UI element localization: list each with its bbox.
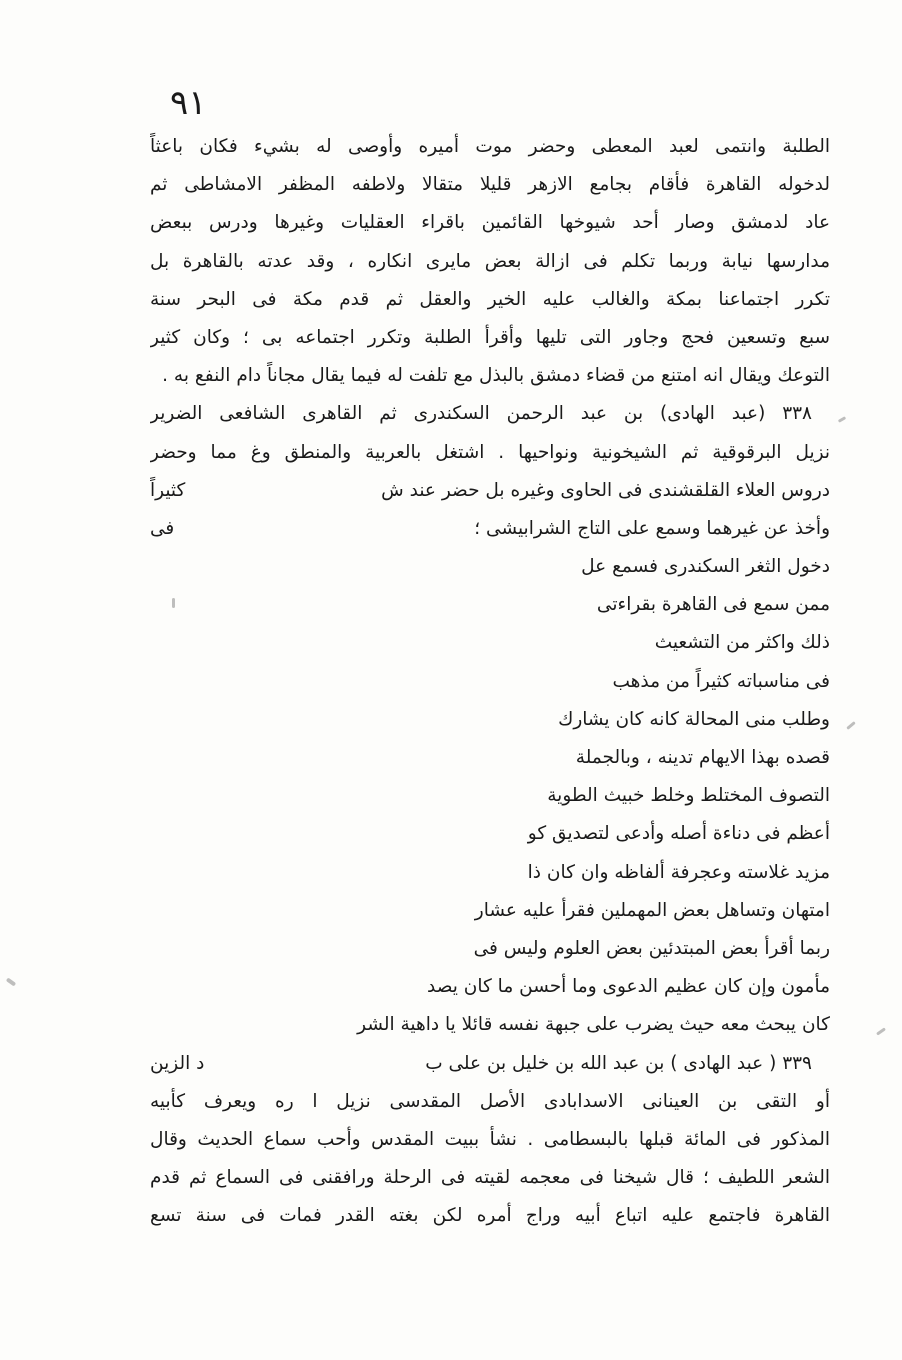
text-line-left: د الزين: [150, 1052, 205, 1074]
scan-edge-mark: [172, 598, 175, 608]
text-line: لدخوله القاهرة فأقام بجامع الازهر قليلا متقالا ولاطفه المظفر الامشاطى ثم: [150, 174, 830, 196]
body-text: [150, 128, 830, 1235]
text-line: المذكور فى المائة قبلها بالبسطامى . نشأ ببيت المقدس وأحب سماع الحديث وقال: [150, 1128, 830, 1150]
text-line-left: فى: [150, 517, 175, 539]
text-line: مأمون وإن كان عظيم الدعوى وما أحسن ما كان يصد: [426, 976, 830, 998]
text-line: امتهان وتساهل بعض المهملين فقرأ عليه عشار: [474, 899, 830, 921]
text-line-right: ٣٣٩ ( عبد الهادى ) بن عبد الله بن خليل بن على ب: [425, 1052, 812, 1074]
scan-edge-mark: [6, 977, 16, 986]
text-line-right: دروس العلاء القلقشندى فى الحاوى وغيره بل حضر عند ش: [381, 479, 830, 501]
text-line: ممن سمع فى القاهرة بقراءتى: [596, 594, 830, 616]
text-line: كان يبحث معه حيث يضرب على جبهة نفسه قائلا يا داهية الشر: [357, 1014, 830, 1036]
scan-edge-mark: [876, 1027, 886, 1035]
text-line: الشعر اللطيف ؛ قال شيخنا فى معجمه لقيته فى الرحلة ورافقنى فى السماع ثم قدم: [150, 1167, 830, 1189]
text-line: ذلك واكثر من التشعيث: [654, 632, 830, 654]
text-line: مدارسها نيابة وربما تكلم فى ازالة بعض مايرى انكاره ، وقد عدته بالقاهرة بل: [150, 250, 830, 272]
text-line: نزيل البرقوقية ثم الشيخونية ونواحيها . اشتغل بالعربية والمنطق وغ مما وحضر: [150, 441, 830, 463]
text-line: سبع وتسعين فحج وجاور التى تليها وأقرأ الطلبة وتكرر اجتماعه بى ؛ وكان كثير: [150, 326, 830, 348]
text-line: الطلبة وانتمى لعبد المعطى وحضر موت أميره وأوصى له بشيء فكان باعثاً: [150, 136, 830, 157]
text-line: عاد لدمشق وصار أحد شيوخها القائمين باقراء العقليات وغيرها ودرس ببعض: [150, 212, 830, 234]
text-line: التوعك ويقال انه امتنع من قضاء دمشق بالبذل مع تلفت له فيما يقال مجاناً دام النفع به .: [162, 365, 830, 387]
scan-edge-mark: [846, 721, 856, 730]
text-line: [150, 1045, 830, 1083]
scan-edge-mark: [838, 416, 846, 423]
text-line-left: كثيراً: [150, 479, 186, 501]
text-line: وطلب منى المحالة كانه كان يشارك: [558, 708, 830, 730]
text-line: فى مناسباته كثيراً من مذهب: [612, 670, 830, 692]
text-line: القاهرة فاجتمع عليه اتباع أبيه وراج أمره لكن بغته القدر فمات فى سنة تسع: [150, 1205, 830, 1227]
text-line: ربما أقرأ بعض المبتدئين بعض العلوم وليس فى: [473, 937, 830, 959]
text-line: أعظم فى دناءة أصله وأدعى لتصديق كو: [527, 823, 830, 845]
text-line: مزيد غلاسته وعجرفة ألفاظه وان كان ذا: [527, 861, 830, 883]
text-line: تكرر اجتماعنا بمكة والغالب عليه الخير والعقل ثم قدم مكة فى البحر سنة: [150, 288, 830, 310]
text-line-right: وأخذ عن غيرهما وسمع على التاج الشرابيشى ؛: [474, 517, 830, 539]
page-number: ٩١: [170, 83, 207, 123]
text-line: ٣٣٨ (عبد الهادى) بن عبد الرحمن السكندرى ثم القاهرى الشافعى الضرير: [150, 403, 812, 425]
text-line: [150, 472, 830, 510]
text-line: قصده بهذا الايهام تدينه ، وبالجملة: [575, 747, 830, 768]
text-line: [150, 510, 830, 548]
text-line: التصوف المختلط وخلط خبيث الطوية: [547, 785, 830, 807]
text-line: أو التقى بن العينانى الاسدابادى الأصل المقدسى نزيل ا ره ويعرف كأبيه: [150, 1090, 830, 1112]
text-line: دخول الثغر السكندرى فسمع عل: [581, 556, 830, 578]
